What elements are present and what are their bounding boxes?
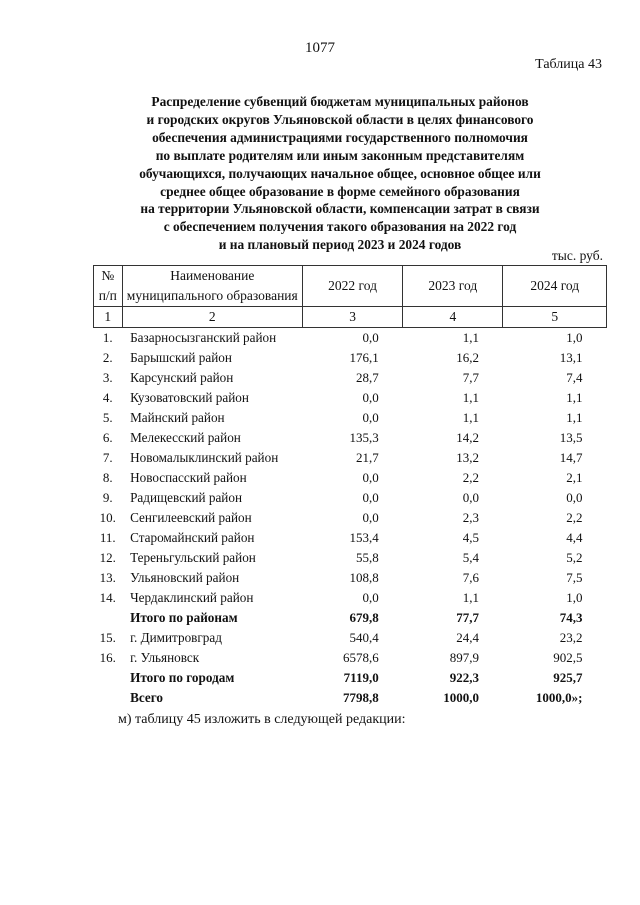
row-number: 6.: [102, 430, 113, 445]
value-2022: 0,0: [362, 590, 379, 605]
municipality-name: Майнский район: [130, 410, 225, 425]
value-2022: 0,0: [362, 490, 379, 505]
value-2024: 1000,0»;: [535, 690, 583, 705]
table-row: [94, 588, 607, 608]
row-number: 9.: [102, 490, 113, 505]
title-line: на территории Ульяновской области, компенсации затрат в связи: [140, 201, 540, 217]
municipality-name: Чердаклинский район: [130, 590, 254, 605]
table-total-row: [94, 688, 607, 708]
value-2023: 77,7: [456, 610, 479, 625]
value-2022: 0,0: [362, 470, 379, 485]
value-2023: 1,1: [462, 410, 479, 425]
title-line: обеспечения администрациями государственного полномочия: [152, 129, 528, 145]
value-2023: 1,1: [462, 590, 479, 605]
title-line: обучающихся, получающих начальное общее, основное общее или: [139, 165, 541, 181]
value-2023: 24,4: [456, 630, 479, 645]
municipality-name: Базарносызганский район: [130, 330, 277, 345]
table-row: [94, 508, 607, 528]
table-row: [94, 568, 607, 588]
title-line: и городских округов Ульяновской области в целях финансового: [146, 111, 534, 127]
value-2023: 2,2: [462, 470, 479, 485]
value-2023: 14,2: [456, 430, 479, 445]
value-2022: 108,8: [349, 570, 379, 585]
value-2023: 1,1: [462, 390, 479, 405]
row-number: 8.: [102, 470, 113, 485]
municipality-name: Новоспасский район: [130, 470, 247, 485]
row-number: 14.: [99, 590, 116, 605]
municipality-name: Итого по городам: [130, 670, 235, 685]
row-number: 5.: [102, 410, 113, 425]
municipality-name: Кузоватовский район: [130, 390, 249, 405]
units-label: тыс. руб.: [551, 248, 603, 263]
value-2022: 0,0: [362, 510, 379, 525]
municipality-name: Барышский район: [130, 350, 232, 365]
table-total-row: [94, 608, 607, 628]
column-number: 4: [403, 307, 503, 328]
row-number: 10.: [99, 510, 116, 525]
value-2022: 6578,6: [342, 650, 379, 665]
value-2024: 925,7: [553, 670, 583, 685]
municipality-name: Новомалыклинский район: [130, 450, 279, 465]
table-row: [94, 528, 607, 548]
value-2022: 176,1: [349, 350, 379, 365]
value-2022: 21,7: [355, 450, 379, 465]
table-row: [94, 548, 607, 568]
value-2024: 1,0: [566, 330, 583, 345]
row-number: 1.: [102, 330, 113, 345]
row-number: 11.: [99, 530, 116, 545]
column-number: 3: [302, 307, 402, 328]
table-row: [94, 648, 607, 668]
row-number: [94, 608, 123, 628]
table-total-row: [94, 668, 607, 688]
municipality-name: Итого по районам: [130, 610, 238, 625]
value-2024: 0,0: [566, 490, 583, 505]
table-row: [94, 388, 607, 408]
row-number: [94, 688, 123, 708]
row-number: 15.: [99, 630, 116, 645]
table-label: Таблица 43: [535, 57, 602, 72]
municipality-name: Старомайнский район: [130, 530, 255, 545]
table-row: [94, 348, 607, 368]
value-2022: 55,8: [355, 550, 379, 565]
page-number: 1077: [305, 40, 335, 56]
value-2024: 13,5: [559, 430, 583, 445]
value-2023: 1,1: [462, 330, 479, 345]
value-2022: 7798,8: [342, 690, 379, 705]
value-2022: 28,7: [355, 370, 379, 385]
value-2024: 14,7: [559, 450, 583, 465]
value-2024: 902,5: [553, 650, 583, 665]
value-2023: 897,9: [449, 650, 479, 665]
municipality-name: г. Димитровград: [130, 630, 222, 645]
municipality-name: г. Ульяновск: [130, 650, 200, 665]
row-number: 12.: [99, 550, 116, 565]
table-row: [94, 488, 607, 508]
value-2023: 0,0: [462, 490, 479, 505]
value-2023: 922,3: [449, 670, 479, 685]
header-2024: 2024 год: [503, 266, 607, 307]
title-line: по выплате родителям или иным законным представителям: [155, 147, 525, 163]
row-number: 4.: [102, 390, 113, 405]
municipality-name: Ульяновский район: [130, 570, 240, 585]
value-2022: 0,0: [362, 390, 379, 405]
row-number: 3.: [102, 370, 113, 385]
value-2024: 1,1: [566, 410, 583, 425]
header-2022: 2022 год: [302, 266, 402, 307]
value-2024: 4,4: [566, 530, 583, 545]
value-2024: 1,0: [566, 590, 583, 605]
title-line: с обеспечением получения такого образования на 2022 год: [163, 219, 517, 235]
value-2023: 5,4: [462, 550, 479, 565]
table-row: [94, 428, 607, 448]
value-2023: 13,2: [456, 450, 479, 465]
column-number: 5: [503, 307, 607, 328]
table-row: [94, 448, 607, 468]
value-2024: 13,1: [559, 350, 583, 365]
value-2024: 74,3: [559, 610, 583, 625]
value-2022: 153,4: [349, 530, 379, 545]
value-2023: 7,7: [462, 370, 479, 385]
value-2023: 16,2: [456, 350, 479, 365]
value-2024: 1,1: [566, 390, 583, 405]
value-2024: 23,2: [559, 630, 583, 645]
table-row: [94, 408, 607, 428]
value-2024: 7,5: [566, 570, 583, 585]
table-row: [94, 328, 607, 349]
table-row: [94, 368, 607, 388]
value-2023: 4,5: [462, 530, 479, 545]
municipality-name: Сенгилеевский район: [130, 510, 252, 525]
municipality-name: Карсунский район: [130, 370, 234, 385]
value-2024: 7,4: [566, 370, 583, 385]
value-2023: 2,3: [462, 510, 479, 525]
value-2022: 540,4: [349, 630, 379, 645]
column-number: 2: [122, 307, 302, 328]
subventions-table: [93, 265, 607, 708]
row-number: 7.: [102, 450, 113, 465]
header-2023: 2023 год: [403, 266, 503, 307]
municipality-name: Тереньгульский район: [130, 550, 256, 565]
municipality-name: Радищевский район: [130, 490, 243, 505]
value-2022: 7119,0: [343, 670, 379, 685]
value-2022: 135,3: [349, 430, 379, 445]
value-2024: 2,2: [566, 510, 583, 525]
title-line: и на плановый период 2023 и 2024 годов: [218, 237, 462, 253]
table-header-row: [94, 266, 607, 307]
municipality-name: Мелекесский район: [130, 430, 241, 445]
amendment-text: м) таблицу 45 изложить в следующей редакции:: [118, 712, 406, 727]
table-column-numbers-row: [94, 307, 607, 328]
value-2022: 679,8: [349, 610, 379, 625]
table-row: [94, 468, 607, 488]
row-number: 16.: [99, 650, 116, 665]
title-line: Распределение субвенций бюджетам муниципальных районов: [151, 94, 529, 109]
row-number: [94, 668, 123, 688]
title-line: среднее общее образование в форме семейного образования: [160, 183, 520, 199]
value-2024: 2,1: [566, 470, 583, 485]
header-name: Наименование муниципального образования: [122, 266, 302, 307]
value-2024: 5,2: [566, 550, 583, 565]
header-num: № п/п: [94, 266, 123, 307]
row-number: 2.: [102, 350, 113, 365]
table-title: [110, 93, 570, 254]
value-2022: 0,0: [362, 410, 379, 425]
column-number: 1: [94, 307, 123, 328]
value-2023: 7,6: [462, 570, 479, 585]
value-2023: 1000,0: [443, 690, 479, 705]
row-number: 13.: [99, 570, 116, 585]
table-row: [94, 628, 607, 648]
municipality-name: Всего: [130, 690, 163, 705]
value-2022: 0,0: [362, 330, 379, 345]
